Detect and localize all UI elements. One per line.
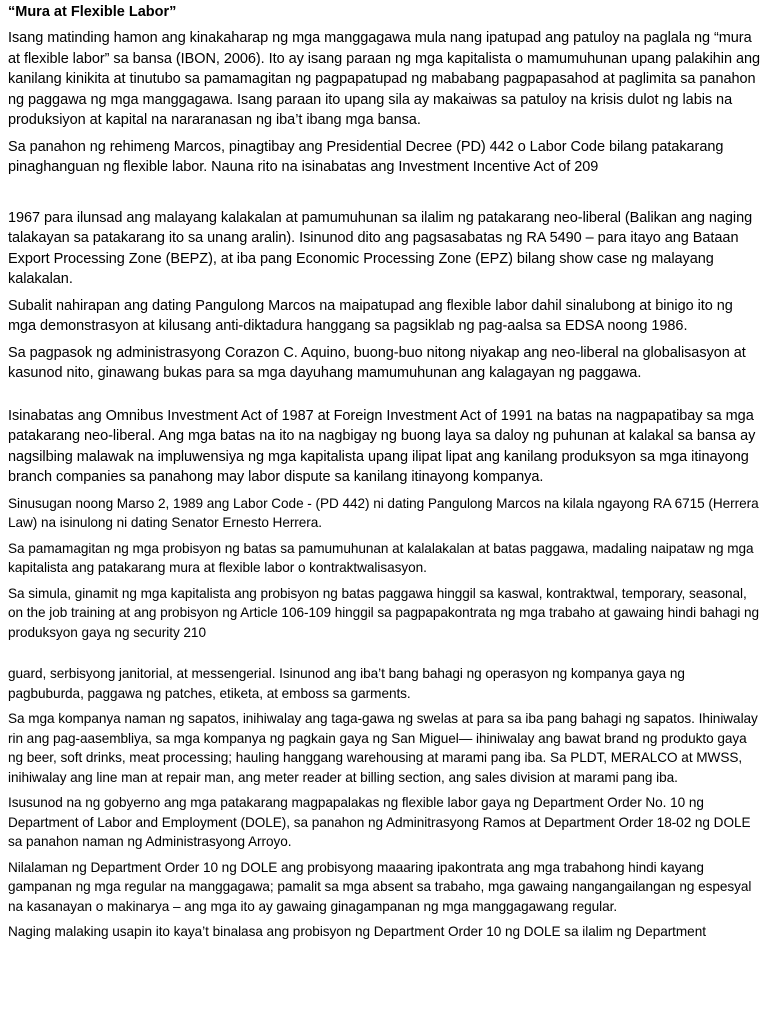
document-title: “Mura at Flexible Labor” xyxy=(8,4,177,20)
paragraph-9: Sa simula, ginamit ng mga kapitalista ang probisyon ng batas paggawa hinggil sa kaswal, kontraktwal, temporary, seasonal, on the job training at ang probisyon ng Article 106-109 hinggil sa pagpapakontrata ng mga trabaho at gawaing hindi bahagi ng produksyon gaya ng security 210 xyxy=(8,585,760,640)
paragraph-2: Sa panahon ng rehimeng Marcos, pinagtibay ang Presidential Decree (PD) 442 o Labor Code bilang patakarang pinaghanguan ng flexible labor. Nauna rito na isinabatas ang Investment Incentive Act of 209 xyxy=(8,138,724,175)
paragraph-13: Nilalaman ng Department Order 10 ng DOLE ang probisyong maaaring ipakontrata ang mga trabahong hindi kayang gampanan ng mga regular na manggagawa; pamalit sa mga absent sa trabaho, mga gawaing nangangailangan ng espesyal na kasanayan o makinarya – ang mga ito ay gawaing ginagampanan ng mga manggagawang regular. xyxy=(8,859,752,914)
paragraph-11: Sa mga kompanya naman ng sapatos, inihiwalay ang taga-gawa ng swelas at para sa iba pang bahagi ng sapatos. Ihiniwalay rin ang pag-aasembliya, sa mga kompanya ng pagkain gaya ng San Miguel— ihiniwalay ang bawat brand ng produkto gaya ng beer, soft drinks, meat processing; hauling hanggang warehousing at marami pang iba. Sa PLDT, MERALCO at MWSS, inihiwalay ang line man at repair man, ang meter reader at billing section, ang sales division at marami pang iba. xyxy=(8,711,758,785)
paragraph-8: Sa pamamagitan ng mga probisyon ng batas sa pamumuhunan at kalalakalan at batas paggawa, madaling naipataw ng mga kapitalista ang patakarang mura at flexible labor o kontraktwalisasyon. xyxy=(8,540,754,575)
paragraph-4: Subalit nahirapan ang dating Pangulong Marcos na maipatupad ang flexible labor dahil sinalubong at binigo ito ng mga demonstrasyon at kilusang anti-diktadura hanggang sa pagsiklab ng pag-aalsa sa EDSA noong 1986. xyxy=(8,297,733,334)
paragraph-10: guard, serbisyong janitorial, at messengerial. Isinunod ang iba’t bang bahagi ng operasyon ng kompanya gaya ng pagbuburda, paggawa ng patches, etiketa, at emboss sa garments. xyxy=(8,666,685,701)
page-break-gap xyxy=(8,184,760,208)
paragraph-1: Isang matinding hamon ang kinakaharap ng mga manggagawa mula nang ipatupad ang patuloy na paglala ng “mura at flexible labor” sa bansa (IBON, 2006). Ito ay isang paraan ng mga kapitalista o mamumuhunan upang palakihin ang kanilang kinikita at tinutubo sa pamamagitan ng pagpapatupad ng mababang pagpapasahod at paglimita sa panahon ng paggawa ng mga manggagawa. Isang paraan ito upang sila ay makaiwas sa patuloy na krisis dulot ng labis na produksiyon at kapital na nararanasan ng iba’t ibang mga bansa. xyxy=(8,30,760,128)
page-break-gap-2 xyxy=(8,648,760,664)
paragraph-7: Sinusugan noong Marso 2, 1989 ang Labor Code - (PD 442) ni dating Pangulong Marcos na kilala ngayong RA 6715 (Herrera Law) na isinulong ni dating Senator Ernesto Herrera. xyxy=(8,495,759,530)
paragraph-3: 1967 para ilunsad ang malayang kalakalan at pamumuhunan sa ilalim ng patakarang neo-liberal (Balikan ang naging talakayan sa patakarang ito sa unang aralin). Isinunod dito ang pagsasabatas ng RA 5490 – para itayo ang Bataan Export Processing Zone (BEPZ), at iba pang Economic Processing Zone (EPZ) bilang show case ng malayang kalakalan. xyxy=(8,209,753,287)
section-gap xyxy=(8,390,760,406)
paragraph-5: Sa pagpasok ng administrasyong Corazon C. Aquino, buong-buo nitong niyakap ang neo-liberal na globalisasyon at kasunod nito, ginawang bukas para sa mga dayuhang mamumuhunan ang kalagayan ng paggawa. xyxy=(8,344,746,381)
paragraph-14: Naging malaking usapin ito kaya’t binalasa ang probisyon ng Department Order 10 ng DOLE sa ilalim ng Department xyxy=(8,924,706,939)
paragraph-6: Isinabatas ang Omnibus Investment Act of 1987 at Foreign Investment Act of 1991 na batas na nagpapatibay sa mga patakarang neo-liberal. Ang mga batas na ito na nagbigay ng buong laya sa daloy ng puhunan at kalakal sa bansa ay nagsilbing malawak na impluwensiya ng mga kapitalista upang ilipat lipat ang kanilang produksyon sa mga itinayong branch companies sa panahong may labor dispute sa kanilang itinayong kompanya. xyxy=(8,407,756,485)
paragraph-12: Isusunod na ng gobyerno ang mga patakarang magpapalakas ng flexible labor gaya ng Department Order No. 10 ng Department of Labor and Employment (DOLE), sa panahon ng Adminitrasyong Ramos at Department Order 18-02 ng DOLE sa panahon naman ng Administrasyong Arroyo. xyxy=(8,795,751,849)
